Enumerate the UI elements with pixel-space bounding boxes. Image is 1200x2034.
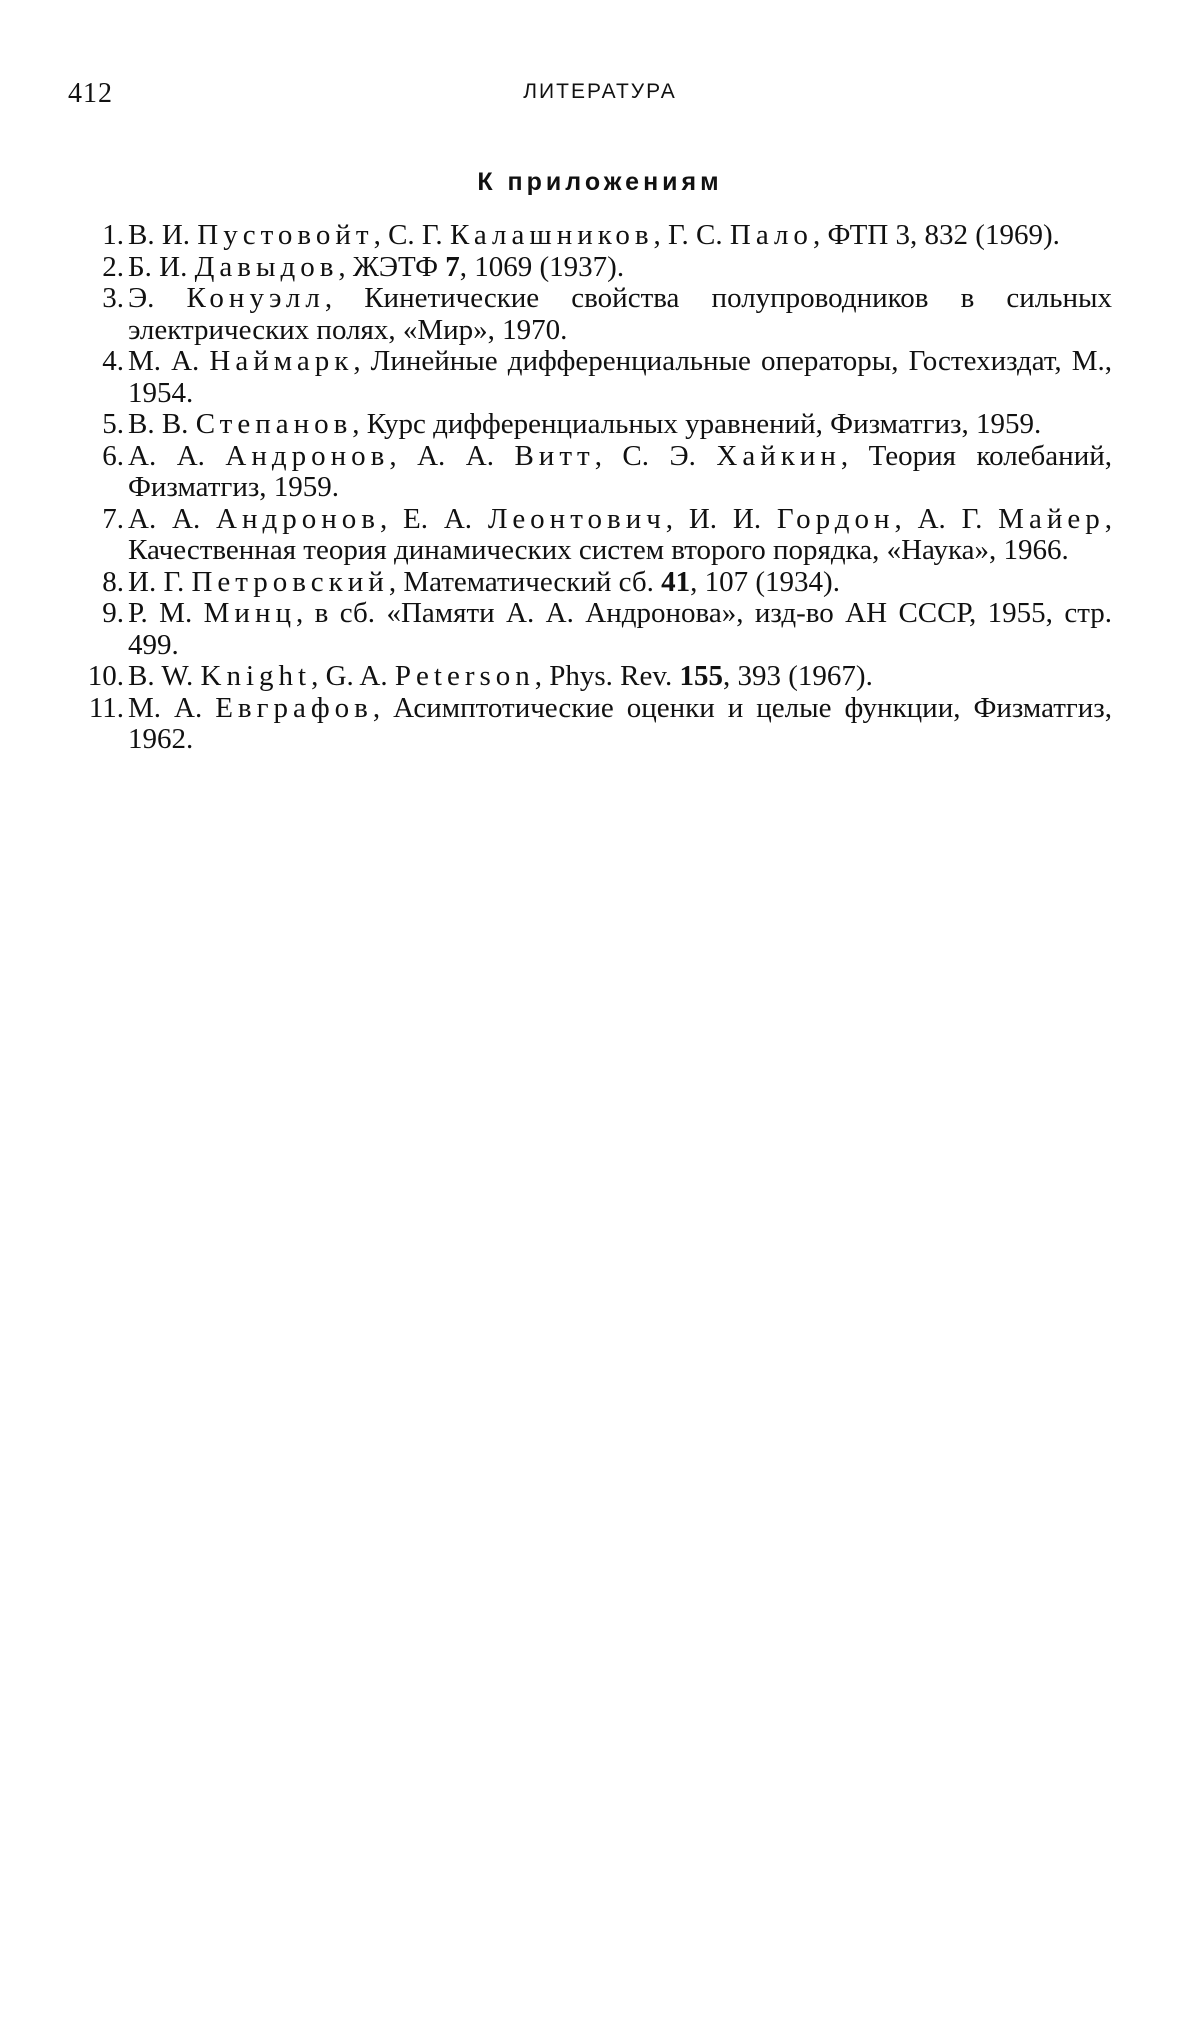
volume-number: 41 bbox=[661, 565, 691, 598]
reference-text bbox=[128, 660, 873, 692]
reference-fragment: , С. Э. bbox=[594, 439, 717, 472]
volume-number: 7 bbox=[445, 250, 460, 283]
reference-number: 6. bbox=[102, 439, 124, 472]
reference-text bbox=[128, 282, 1112, 346]
reference-fragment: В. В. bbox=[128, 408, 196, 440]
reference-number: 9. bbox=[102, 597, 124, 629]
author-surname: Евграфов bbox=[215, 691, 373, 724]
reference-fragment: , Линейные дифференциальные операторы, Гостехиздат, М., 1954. bbox=[128, 345, 1113, 409]
reference-item bbox=[80, 504, 1112, 567]
author-surname: Петровский bbox=[191, 565, 389, 598]
reference-text bbox=[128, 692, 1112, 756]
reference-fragment: , Курс дифференциальных уравнений, Физматгиз, 1959. bbox=[352, 408, 1042, 440]
reference-number: 1. bbox=[102, 219, 124, 251]
reference-number: 5. bbox=[102, 408, 124, 440]
reference-fragment: Р. М. bbox=[128, 597, 204, 629]
author-surname: Витт bbox=[514, 439, 595, 472]
reference-fragment: А. А. bbox=[128, 502, 217, 535]
reference-fragment: , Е. А. bbox=[379, 502, 488, 535]
reference-text bbox=[128, 440, 1112, 504]
reference-fragment: , С. Г. bbox=[373, 219, 450, 251]
reference-fragment: , Кинетические свойства полупроводников в сильных электрических полях, «Мир», 1970. bbox=[128, 282, 1112, 346]
volume-number: 155 bbox=[679, 660, 724, 692]
author-surname: Минц bbox=[203, 597, 296, 629]
reference-fragment: , Г. С. bbox=[653, 219, 730, 251]
reference-fragment: , Асимптотические оценки и целые функции, Физматгиз, 1962. bbox=[128, 691, 1112, 755]
author-surname: Пало bbox=[729, 219, 813, 251]
author-surname: Калашников bbox=[449, 219, 654, 251]
page-number: 412 bbox=[68, 78, 113, 109]
reference-text bbox=[128, 503, 1112, 567]
reference-number: 11. bbox=[88, 691, 124, 724]
author-surname: Майер bbox=[998, 502, 1105, 535]
author-surname: Андронов bbox=[225, 439, 390, 472]
reference-text bbox=[128, 408, 1041, 440]
reference-number: 8. bbox=[102, 565, 124, 598]
reference-fragment: , G. A. bbox=[311, 660, 395, 692]
reference-item bbox=[80, 409, 1112, 441]
reference-fragment: М. А. bbox=[128, 345, 210, 377]
reference-fragment: , 1069 (1937). bbox=[459, 250, 625, 283]
reference-item bbox=[80, 661, 1112, 693]
reference-item bbox=[80, 252, 1112, 284]
reference-number: 7. bbox=[102, 502, 124, 535]
reference-item bbox=[80, 598, 1112, 661]
reference-item bbox=[80, 283, 1112, 346]
reference-list bbox=[80, 220, 1112, 756]
author-surname: Peterson bbox=[394, 660, 535, 692]
author-surname: Хайкин bbox=[716, 439, 841, 472]
author-surname: Андронов bbox=[216, 502, 380, 535]
author-surname: Леонтович bbox=[487, 502, 666, 535]
reference-item bbox=[80, 346, 1112, 409]
reference-fragment: , 107 (1934). bbox=[690, 565, 840, 598]
author-surname: Давыдов bbox=[194, 250, 339, 283]
reference-number: 2. bbox=[102, 250, 124, 283]
reference-fragment: B. W. bbox=[128, 660, 201, 692]
author-surname: Наймарк bbox=[209, 345, 354, 377]
reference-text bbox=[128, 597, 1112, 661]
reference-fragment: , ЖЭТФ bbox=[338, 250, 446, 283]
author-surname: Степанов bbox=[195, 408, 353, 440]
reference-text bbox=[128, 251, 624, 283]
reference-fragment: , ФТП 3, 832 (1969). bbox=[812, 219, 1060, 251]
reference-text bbox=[128, 345, 1112, 409]
reference-fragment: И. Г. bbox=[128, 565, 192, 598]
reference-fragment: , в сб. «Памяти А. А. Андронова», изд-во АН СССР, 1955, стр. 499. bbox=[128, 597, 1112, 661]
reference-fragment: , Математический сб. bbox=[388, 565, 662, 598]
author-surname: Knight bbox=[200, 660, 312, 692]
reference-number: 4. bbox=[102, 345, 124, 377]
reference-text bbox=[128, 219, 1060, 251]
reference-fragment: А. А. bbox=[128, 439, 226, 472]
reference-fragment: , Качественная теория динамических систем второго порядка, «Наука», 1966. bbox=[128, 502, 1112, 566]
reference-item bbox=[80, 567, 1112, 599]
reference-item bbox=[80, 693, 1112, 756]
reference-item bbox=[80, 441, 1112, 504]
author-surname: Конуэлл bbox=[186, 282, 325, 314]
reference-fragment: , 393 (1967). bbox=[723, 660, 873, 692]
reference-fragment: , А. А. bbox=[389, 439, 515, 472]
reference-text bbox=[128, 566, 840, 598]
reference-fragment: М. А. bbox=[128, 691, 216, 724]
reference-fragment: , Теория колебаний, Физматгиз, 1959. bbox=[128, 439, 1112, 503]
reference-item bbox=[80, 220, 1112, 252]
running-header: ЛИТЕРАТУРА bbox=[523, 80, 677, 103]
reference-fragment: В. И. bbox=[128, 219, 198, 251]
reference-fragment: , А. Г. bbox=[894, 502, 999, 535]
reference-fragment: , Phys. Rev. bbox=[534, 660, 680, 692]
reference-fragment: , И. И. bbox=[665, 502, 777, 535]
reference-number: 3. bbox=[102, 282, 124, 314]
author-surname: Пустовойт bbox=[197, 219, 374, 251]
reference-number: 10. bbox=[87, 660, 124, 692]
reference-fragment: Э. bbox=[128, 282, 187, 314]
section-title: К приложениям bbox=[477, 168, 723, 196]
reference-fragment: Б. И. bbox=[128, 250, 195, 283]
author-surname: Гордон bbox=[776, 502, 895, 535]
